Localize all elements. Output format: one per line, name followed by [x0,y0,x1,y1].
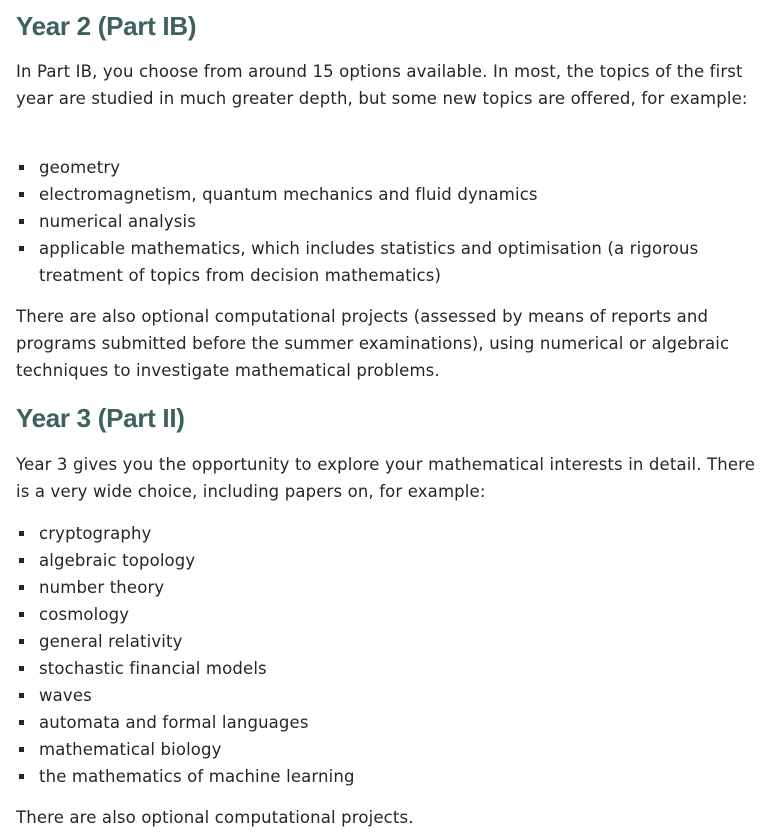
year2-heading: Year 2 (Part IB) [16,11,197,41]
year3-projects-paragraph: There are also optional computational projects. [16,808,414,827]
list-item [16,520,768,547]
bullet-icon [19,774,24,779]
bullet-icon [19,612,24,617]
year3-heading: Year 3 (Part II) [16,403,185,433]
list-item [16,601,768,628]
list-item [16,763,768,790]
list-item [16,235,768,289]
list-item [16,181,768,208]
bullet-icon [19,219,24,224]
list-item [16,736,768,763]
list-item [16,547,768,574]
list-item [16,154,768,181]
list-item-text: cryptography [39,524,152,543]
bullet-icon [19,246,24,251]
year3-topic-list [16,520,768,790]
bullet-icon [19,165,24,170]
bullet-icon [19,585,24,590]
year2-intro-paragraph: In Part IB, you choose from around 15 options available. In most, the topics of the first year are studied in much greater depth, but some new topics are offered, for example: [16,62,748,108]
bullet-icon [19,666,24,671]
bullet-icon [19,192,24,197]
bullet-icon [19,747,24,752]
list-item [16,709,768,736]
list-item-text: the mathematics of machine learning [39,767,355,786]
list-item [16,208,768,235]
list-item-text: stochastic financial models [39,659,267,678]
list-item-text: geometry [39,158,121,177]
list-item-text: cosmology [39,605,130,624]
list-item-text: electromagnetism, quantum mechanics and fluid dynamics [39,185,538,204]
year2-projects-paragraph: There are also optional computational projects (assessed by means of reports and programs submitted before the summer examinations), using numerical or algebraic techniques to investigate mathematical problems. [16,307,730,380]
bullet-icon [19,531,24,536]
list-item-text: waves [39,686,92,705]
list-item [16,574,768,601]
list-item [16,628,768,655]
bullet-icon [19,720,24,725]
list-item-text: automata and formal languages [39,713,309,732]
list-item-text: numerical analysis [39,212,197,231]
list-item-text: applicable mathematics, which includes statistics and optimisation (a rigorous treatment of topics from decision mathematics) [39,239,699,285]
list-item-text: number theory [39,578,165,597]
year3-intro-paragraph: Year 3 gives you the opportunity to explore your mathematical interests in detail. There is a very wide choice, including papers on, for example: [16,455,756,501]
bullet-icon [19,558,24,563]
list-item [16,655,768,682]
year2-topic-list [16,154,768,289]
bullet-icon [19,693,24,698]
list-item-text: mathematical biology [39,740,222,759]
list-item-text: general relativity [39,632,183,651]
list-item-text: algebraic topology [39,551,196,570]
list-item [16,682,768,709]
bullet-icon [19,639,24,644]
